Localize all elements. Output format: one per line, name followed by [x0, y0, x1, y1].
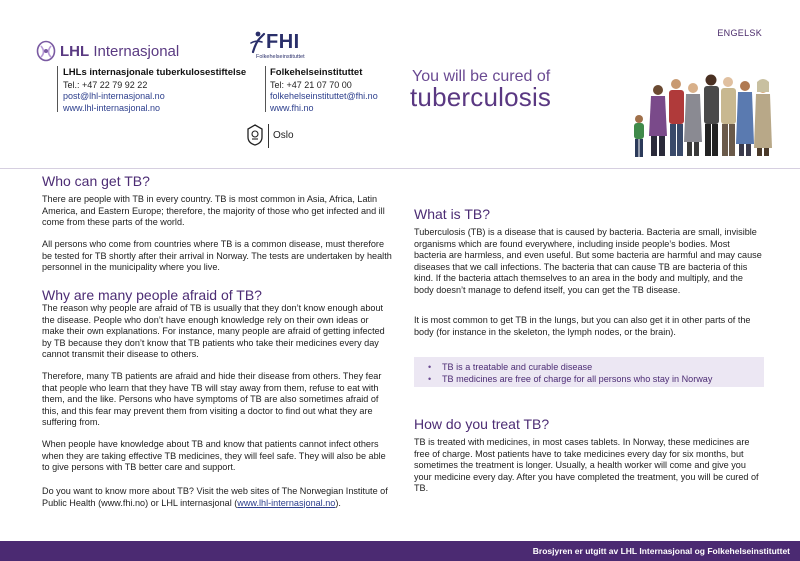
oslo-seal-icon — [246, 124, 264, 146]
bullet-icon: • — [428, 374, 432, 384]
lhl-logo-icon — [36, 40, 56, 62]
lhl-org-name: LHLs internasjonale tuberkulosestiftelse — [63, 67, 247, 78]
lhl-phone: Tel.: +47 22 79 92 22 — [63, 79, 148, 90]
footer-text: Brosjyren er utgitt av LHL Internasjonal og Folkehelseinstituttet — [532, 546, 790, 556]
fhi-phone: Tel: +47 21 07 70 00 — [270, 79, 352, 90]
title-line-1: You will be cured of — [412, 68, 551, 85]
key-fact-item: • TB medicines are free of charge for all persons who stay in Norway — [428, 374, 713, 384]
oslo-logo — [246, 124, 316, 152]
paragraph-who-1: There are people with TB in every country. TB is most common in Asia, Africa, Latin America, and Eastern Europe; therefore, the majority of those who get infected and ill come from these parts of the world. — [42, 194, 385, 228]
key-fact-item: • TB is a treatable and curable disease — [428, 362, 593, 372]
key-facts-list — [428, 361, 712, 385]
paragraph-what-1: Tuberculosis (TB) is a disease that is caused by bacteria. Bacteria are small, invisible organisms which are found everywhere, including inside people’s bodies. Most bacteria are harmless, and even useful. But some bacteria are harmful and may cause diseases that we call infections. The bacteria that can cause TB are bacteria of this kind. If the bacteria attach themselves to an area in the body and multiply, and the body doesn’t manage to defend itself, you can get the TB disease. — [414, 227, 762, 295]
adult-figure-7 — [754, 79, 772, 156]
heading-what-is-tb: What is TB? — [414, 206, 490, 222]
heading-how-treat: How do you treat TB? — [414, 416, 550, 432]
fhi-logo — [250, 30, 320, 64]
adult-figure-5 — [721, 77, 736, 156]
paragraph-afraid-2: Therefore, many TB patients are afraid and hide their disease from others. They fear that people who learn that they have TB will stay away from them, refuse to eat with them, and the like. Persons who have symptoms of TB are also sometimes afraid of this, and this fear may prevent them from visiting a doctor to find out what they are suffering from. — [42, 371, 382, 428]
lhl-logo — [36, 40, 196, 64]
heading-why-afraid: Why are many people afraid of TB? — [42, 287, 262, 303]
paragraph-afraid-3: When people have knowledge about TB and know that patients cannot infect others when they are taking effective TB medicines, they will feel safe. They will also be able to give persons with TB better care and support. — [42, 439, 386, 473]
lhl-contact — [63, 67, 246, 114]
heading-who-can-get-tb: Who can get TB? — [42, 173, 150, 189]
title-line-2: tuberculosis — [410, 82, 552, 112]
adult-figure-4 — [704, 75, 719, 157]
fhi-contact — [270, 67, 378, 114]
fhi-wordmark: FHI — [266, 31, 300, 53]
people-illustration — [626, 64, 776, 164]
lhl-website-link[interactable]: www.lhl-internasjonal.no — [237, 497, 336, 508]
language-tag: ENGELSK — [717, 28, 762, 38]
fhi-logo-subtitle: Folkehelseinstituttet — [256, 54, 305, 60]
adult-figure-6 — [736, 81, 754, 156]
lhl-email-link[interactable]: post@lhl-internasjonal.no — [63, 91, 165, 101]
lhl-web-link[interactable]: www.lhl-internasjonal.no — [63, 102, 161, 113]
paragraph-who-2: All persons who come from countries where TB is a common disease, must therefore be tested for TB shortly after their arrival in Norway. The tests are undertaken by health personnel in the municipality where you live. — [42, 239, 392, 273]
paragraph-treat-1: TB is treated with medicines, in most cases tablets. In Norway, these medicines are free of charge. Most patients have to take medicines every day for six months, but sometimes the treatment is longer. Usually, a health worker will come and give you your medicine every day. After you have completed the treatment, you will be cured of TB. — [414, 437, 759, 494]
paragraph-what-2: It is most common to get TB in the lungs, but you can also get it in other parts of the body (for instance in the skeleton, the lymph nodes, or the brain). — [414, 315, 751, 337]
adult-figure-3 — [684, 83, 702, 156]
lhl-contact-divider — [57, 66, 58, 112]
header-divider — [0, 168, 800, 169]
oslo-divider — [268, 124, 269, 148]
lhl-wordmark: LHL Internasjonal — [60, 43, 180, 60]
paragraph-afraid-1: The reason why people are afraid of TB is usually that they don’t know enough about the disease. People who don’t have enough knowledge rely on their own ideas or make their own explanations. For instance, many people are afraid of getting infected by TB because they don’t know that TB patients who take their medicines every day cannot transmit their disease to others. — [42, 303, 385, 360]
adult-figure-2 — [669, 79, 684, 156]
child-figure — [634, 115, 644, 157]
fhi-email-link[interactable]: folkehelseinstituttet@fhi.no — [270, 91, 378, 101]
bullet-icon: • — [428, 362, 432, 372]
fhi-org-name: Folkehelseinstituttet — [270, 67, 363, 78]
oslo-label: Oslo — [273, 130, 294, 141]
adult-figure-1 — [649, 85, 667, 156]
footer-bar — [0, 541, 800, 561]
fhi-web-link[interactable]: www.fhi.no — [270, 102, 314, 113]
key-facts-callout — [414, 357, 764, 387]
fhi-contact-divider — [265, 66, 266, 112]
paragraph-more-info: Do you want to know more about TB? Visit the web sites of The Norwegian Institute of Public Health (www.fhi.no) or LHL internasjonal (www.lhl-internasjonal.no). — [42, 486, 388, 508]
